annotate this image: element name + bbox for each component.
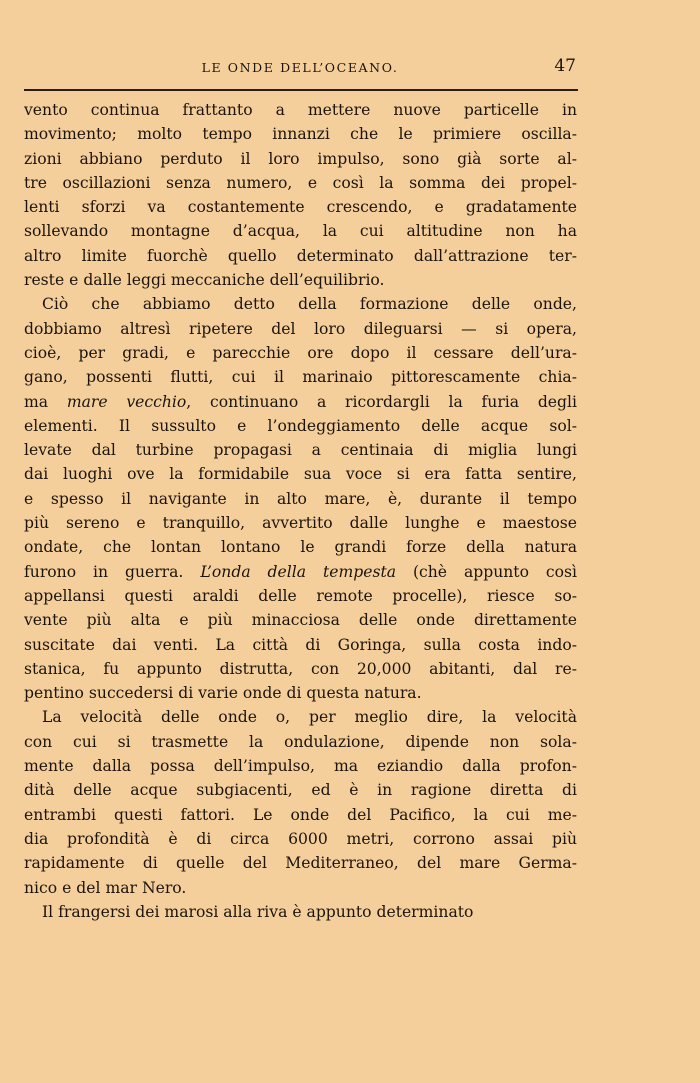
text-run: Ciò che abbiamo detto della formazione delle onde, xyxy=(42,295,577,314)
text-line xyxy=(24,535,577,559)
text-run: dai luoghi ove la formidabile sua voce si era fatta sentire, xyxy=(24,465,577,484)
text-line xyxy=(24,584,577,608)
text-line xyxy=(24,98,577,122)
text-line xyxy=(24,414,577,438)
text-run: reste e dalle leggi meccaniche dell’equilibrio. xyxy=(24,271,385,290)
page-number: 47 xyxy=(554,56,576,76)
text-run: altro limite fuorchè quello determinato dall’attrazione ter- xyxy=(24,246,577,265)
text-run: pentino succedersi di varie onde di questa natura. xyxy=(24,684,422,703)
text-run: stanica, fu appunto distrutta, con 20,000 abitanti, dal re- xyxy=(24,659,577,678)
text-run: mente dalla possa dell’impulso, ma eziandio dalla profon- xyxy=(24,757,577,776)
italic-phrase: L’onda della tempesta xyxy=(200,562,397,581)
text-line xyxy=(24,487,577,511)
text-line xyxy=(24,681,577,705)
text-run: ondate, che lontan lontano le grandi forze della natura xyxy=(24,538,577,557)
text-line xyxy=(24,778,577,802)
text-line xyxy=(24,608,577,632)
text-line xyxy=(24,705,577,729)
text-line xyxy=(24,122,577,146)
text-line xyxy=(24,147,577,171)
text-run: nico e del mar Nero. xyxy=(24,878,187,897)
header-rule xyxy=(24,89,578,91)
text-line xyxy=(24,268,577,292)
text-run: levate dal turbine propagasi a centinaia di miglia lungi xyxy=(24,441,577,460)
text-run: furono in guerra. xyxy=(24,562,201,581)
text-line xyxy=(24,511,577,535)
text-line xyxy=(24,462,577,486)
italic-phrase: mare vecchio xyxy=(66,392,187,411)
text-run: sollevando montagne d’acqua, la cui altitudine non ha xyxy=(24,222,577,241)
text-line xyxy=(24,195,577,219)
text-run: e spesso il navigante in alto mare, è, durante il tempo xyxy=(24,489,577,508)
text-line xyxy=(24,876,577,900)
text-line xyxy=(24,341,577,365)
text-line xyxy=(24,827,577,851)
text-run: dobbiamo altresì ripetere del loro dileguarsi — si opera, xyxy=(24,319,577,338)
text-run: movimento; molto tempo innanzi che le primiere oscilla- xyxy=(24,125,577,144)
text-run: vento continua frattanto a mettere nuove particelle in xyxy=(24,101,577,119)
text-run: dità delle acque subgiacenti, ed è in ragione diretta di xyxy=(24,781,577,800)
text-run: più sereno e tranquillo, avvertito dalle lunghe e maestose xyxy=(24,514,577,533)
text-line xyxy=(24,390,577,414)
text-line xyxy=(24,803,577,827)
text-line xyxy=(24,900,577,924)
text-run: dia profondità è di circa 6000 metri, corrono assai più xyxy=(24,829,577,848)
text-run: Il frangersi dei marosi alla riva è appunto determinato xyxy=(42,902,474,921)
body-text xyxy=(24,98,577,924)
text-run: con cui si trasmette la ondulazione, dipende non sola- xyxy=(24,732,577,751)
text-line xyxy=(24,851,577,875)
text-line xyxy=(24,244,577,268)
text-run: suscitate dai venti. La città di Goringa, sulla costa indo- xyxy=(24,635,577,654)
text-run: zioni abbiano perduto il loro impulso, sono già sorte al- xyxy=(24,149,577,168)
text-line xyxy=(24,560,577,584)
text-line xyxy=(24,633,577,657)
text-run: rapidamente di quelle del Mediterraneo, del mare Germa- xyxy=(24,854,577,873)
text-run: tre oscillazioni senza numero, e così la somma dei propel- xyxy=(24,173,577,192)
text-run: appellansi questi araldi delle remote procelle), riesce so- xyxy=(24,586,577,605)
text-run: vente più alta e più minacciosa delle onde direttamente xyxy=(24,611,577,630)
text-line xyxy=(24,754,577,778)
running-title: LE ONDE DELL’OCEANO. xyxy=(201,60,399,75)
text-line xyxy=(24,730,577,754)
text-line xyxy=(24,292,577,316)
text-run: lenti sforzi va costantemente crescendo, e gradatamente xyxy=(24,198,577,217)
text-line xyxy=(24,171,577,195)
text-run: (chè appunto così xyxy=(396,562,577,581)
text-line xyxy=(24,219,577,243)
text-run: , continuano a ricordargli la furia degli xyxy=(186,392,577,411)
text-line xyxy=(24,365,577,389)
text-run: La velocità delle onde o, per meglio dire, la velocità xyxy=(42,708,577,727)
text-line xyxy=(24,657,577,681)
text-line xyxy=(24,317,577,341)
text-line xyxy=(24,438,577,462)
text-run: cioè, per gradi, e parecchie ore dopo il cessare dell’ura- xyxy=(24,343,577,362)
text-run: entrambi questi fattori. Le onde del Pacifico, la cui me- xyxy=(24,805,577,824)
page-header xyxy=(24,58,576,82)
text-run: gano, possenti flutti, cui il marinaio pittorescamente chia- xyxy=(24,368,577,387)
text-run: elementi. Il sussulto e l’ondeggiamento delle acque sol- xyxy=(24,416,577,435)
text-run: ma xyxy=(24,392,67,411)
